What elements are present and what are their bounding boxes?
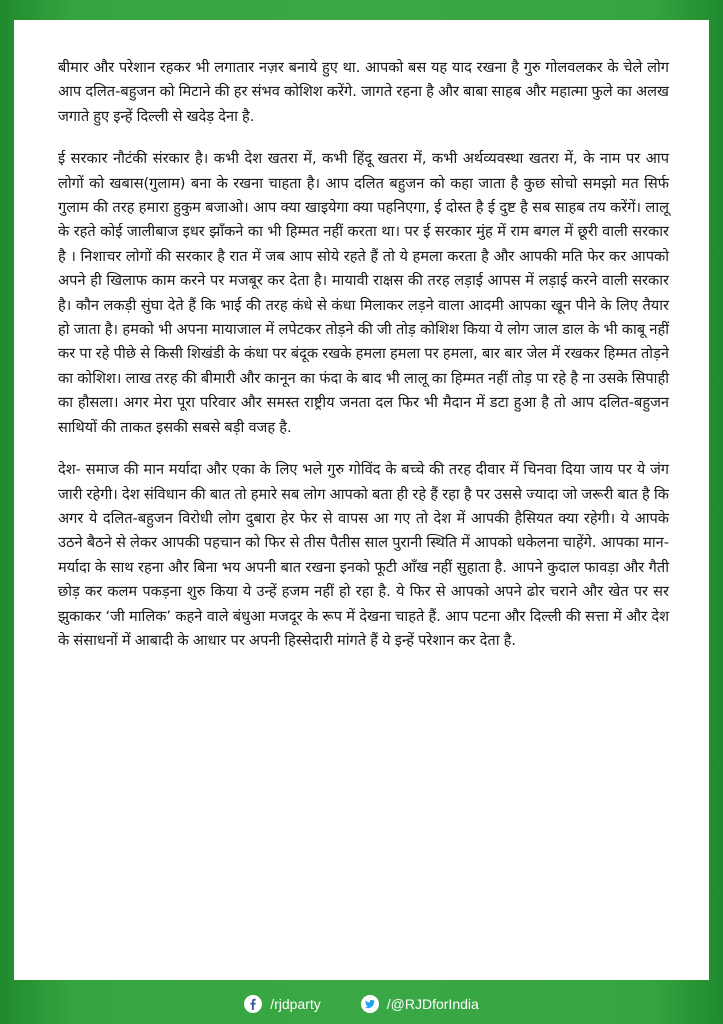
paragraph-1: बीमार और परेशान रहकर भी लगातार नज़र बनाये हुए था. आपको बस यह याद रखना है गुरु गोलवलकर के चेले लोग आप दलित-बहुजन को मिटाने की हर संभव कोशिश करेंगे. जागते रहना है और बाबा साहब और महात्मा फुले का अलख जगाते हुए इन्हें दिल्ली से खदेड़ देना है. [58,59,669,125]
paragraph-2: ई सरकार नौटंकी संरकार है। कभी देश खतरा में, कभी हिंदू खतरा में, कभी अर्थव्यवस्था खतरा में, के नाम पर आप लोगों को खबास(गुलाम) बना के रखना चाहता है। आप दलित बहुजन को कहा जाता है कुछ सोचो समझो मत सिर्फ गुलाम की तरह हमारा हुकुम बजाओ। आप क्या खाइयेगा क्या पहनिएगा, ई दोस्त है ई दुष्ट है सब साहब तय करेंगें। लालू के रहते कोई जालीबाज इधर झाँकने का भी हिम्मत नहीं करता था। पर ई सरकार मुंह में राम बगल में छूरी वाली सरकार है । निशाचर लोगों की सरकार है रात में जब आप सोये रहते हैं तो ये हमला करता है और आपकी मति फेर कर आपको अपने ही खिलाफ काम करने पर मजबूर कर देता है। मायावी राक्षस की तरह लड़ाई आपस में लड़ाई करने वाली सरकार है। कौन लकड़ी सुंघा देते हैं कि भाई की तरह कंधे से कंधा मिलाकर लड़ने वाला आदमी आपका खून पीने के लिए तैयार हो जाता है। हमको भी अपना मायाजाल में लपेटकर तोड़ने की जी तोड़ कोशिश किया ये लोग जाल डाल के भी काबू नहीं कर पा रहे पीछे से किसी शिखंडी के कंधा पर बंदूक रखके हमला हमला पर हमला, बार बार जेल में रखकर हिम्मत तोड़ने का कोशिश। लाख तरह की बीमारी और कानून का फंदा के बाद भी लालू का हिम्मत नहीं तोड़ पा रहे है ना उसके सिपाही का हौसला। अगर मेरा पूरा परिवार और समस्त राष्ट्रीय जनता दल फिर भी मैदान में डटा हुआ है तो आप दलित-बहुजन साथियों की ताकत इसकी सबसे बड़ी वजह है. [58,150,669,436]
facebook-icon [244,995,262,1013]
twitter-handle: /@RJDforIndia [386,996,479,1012]
facebook-handle: /rjdparty [270,996,321,1012]
letter-sheet [14,20,709,980]
facebook-link[interactable] [244,995,321,1013]
paragraph-3: देश- समाज की मान मर्यादा और एका के लिए भले गुरु गोविंद के बच्चे की तरह दीवार में चिनवा दिया जाय पर ये जंग जारी रहेगी। देश संविधान की बात तो हमारे सब लोग आपको बता ही रहे हैं रहा है पर उससे ज्यादा जो जरूरी बात है कि अगर ये दलित-बहुजन विरोधी लोग दुबारा हेर फेर से वापस आ गए तो देश में आपकी हैसियत क्या रहेगी। ये आपके उठने बैठने से लेकर आपकी पहचान को फिर से तीस पैतीस साल पुरानी स्थिति में आपको धकेलना चाहेंगे. आपका मान-मर्यादा के साथ रहना और बिना भय अपनी बात रखना इनको फूटी आँख नहीं सुहाता है. आपने कुदाल फावड़ा और गैती छोड़ कर कलम पकड़ना शुरु किया ये उन्हें हजम नहीं हो रहा है. ये फिर से आपको अपने ढोर चराने और खेत पर सर झुकाकर ‘जी मालिक’ कहने वाले बंधुआ मजदूर के रूप में देखना चाहते हैं. आप पटना और दिल्ली की सत्ता में और देश के संसाधनों में आबादी के आधार पर अपनी हिस्सेदारी मांगते हैं ये इन्हें परेशान कर देता है. [58,461,669,649]
twitter-icon [361,995,379,1013]
twitter-link[interactable] [361,995,479,1013]
footer [0,984,723,1024]
